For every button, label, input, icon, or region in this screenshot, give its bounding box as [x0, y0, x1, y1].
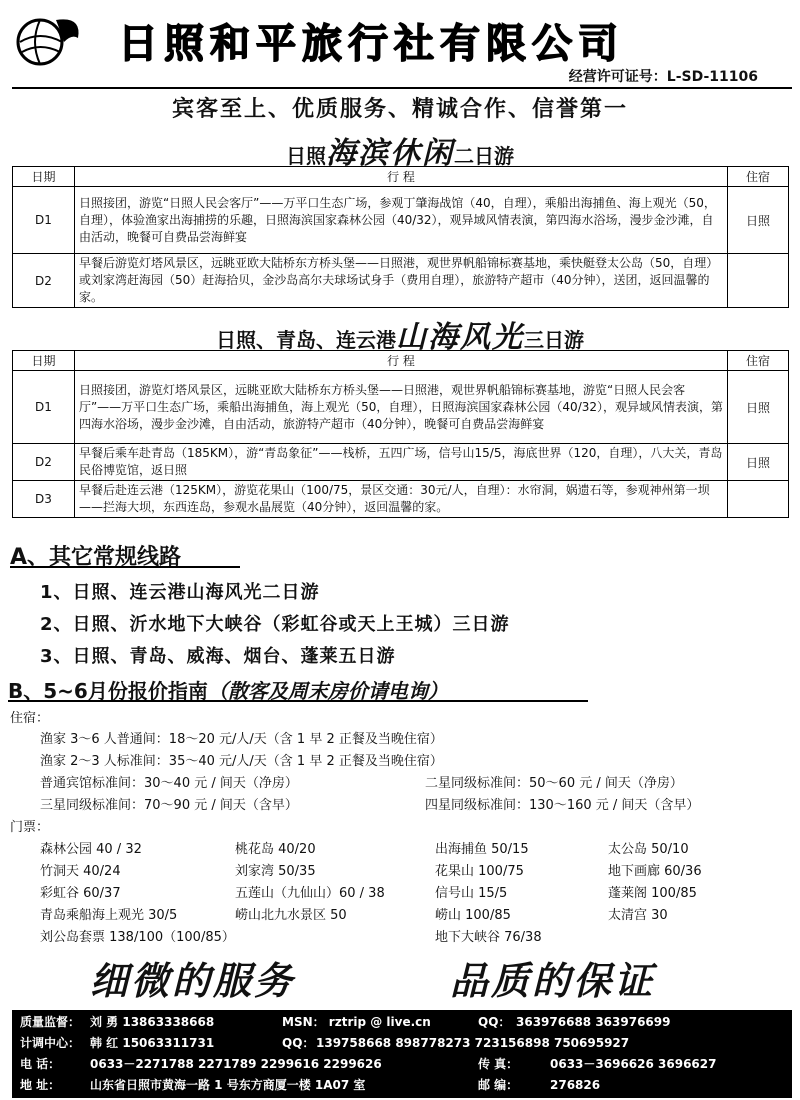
qq2-label: QQ： — [282, 1036, 315, 1050]
ticket-item: 彩虹谷 60/37 — [40, 886, 121, 901]
ticket-item: 森林公园 40 / 32 — [40, 842, 142, 857]
itinerary-cell: 早餐后游览灯塔风景区，远眺亚欧大陆桥东方桥头堡——日照港，观世界帆船锦标赛基地，乘快艇登太公岛（50，自理）或刘家湾赶海园（50）赶海拾贝，金沙岛高尔夫球场试身手（费用自理），旅游特产超市（40分钟），送团，返回温馨的家。 — [74, 254, 727, 308]
table-row — [13, 444, 789, 481]
table-row — [13, 481, 789, 518]
ticket-item: 地下大峡谷 76/38 — [435, 930, 542, 945]
qq1-value: 363976688 363976699 — [516, 1015, 671, 1029]
ticket-item: 蓬莱阁 100/85 — [608, 886, 697, 901]
section-b-heading: B、5~6月份报价指南 — [8, 679, 208, 703]
day-cell: D3 — [13, 481, 75, 518]
divider — [8, 700, 588, 702]
motto-left: 细微的服务 — [90, 959, 296, 1003]
footer-row — [20, 1075, 790, 1095]
phone-label: 电 话： — [20, 1057, 61, 1071]
ticket-item: 出海捕鱼 50/15 — [435, 842, 529, 857]
divider — [10, 566, 240, 568]
fax-label: 传 真： — [478, 1057, 519, 1071]
ticket-item: 太公岛 50/10 — [608, 842, 689, 857]
supervisor-label: 质量监督： — [20, 1015, 81, 1029]
tour1-title-post: 二日游 — [454, 144, 514, 168]
lodging-item: 普通宾馆标准间：30～40 元 / 间天（净房） — [40, 776, 298, 791]
lodging-item: 二星同级标准间：50～60 元 / 间天（净房） — [425, 776, 683, 791]
route-item: 2、日照、沂水地下大峡谷（彩虹谷或天上王城）三日游 — [40, 614, 510, 635]
lodging-item: 渔家 3～6 人普通间：18～20 元/人/天（含 1 早 2 正餐及当晚住宿） — [40, 732, 443, 747]
header — [0, 0, 800, 90]
ticket-item: 桃花岛 40/20 — [235, 842, 316, 857]
qq1-label: QQ： — [478, 1015, 511, 1029]
qq2-value: 139758668 898778273 723156898 750695927 — [316, 1036, 630, 1050]
globe-logo-icon — [12, 12, 84, 68]
ticket-item: 刘公岛套票 138/100（100/85） — [40, 930, 235, 945]
tour2-title-big: 山海风光 — [396, 320, 524, 355]
itinerary-cell: 日照接团，游览灯塔风景区，远眺亚欧大陆桥东方桥头堡——日照港，观世界帆船锦标赛基地，游览“日照人民会客厅”——万平口生态广场，乘船出海捕鱼，海上观光（50，自理），日照海滨国家森林公园（40/32），观异域风情表演，第四海水浴场，漫步金沙滩，自由活动，旅游特产超市（40分钟），晚餐可自费品尝海鲜宴 — [74, 371, 727, 444]
stay-cell: 日照 — [728, 371, 789, 444]
tickets-label: 门票： — [10, 820, 50, 835]
header-date: 日期 — [13, 351, 75, 371]
dispatch-value: 韩 红 15063311731 — [90, 1036, 215, 1050]
slogan: 宾客至上、优质服务、精诚合作、信誉第一 — [171, 97, 628, 122]
footer-row — [20, 1012, 790, 1032]
tour2-title-post: 三日游 — [524, 328, 584, 352]
fax-value: 0633－3696626 3696627 — [550, 1057, 717, 1071]
divider — [12, 87, 792, 89]
footer-row — [20, 1033, 790, 1053]
ticket-item: 青岛乘船海上观光 30/5 — [40, 908, 178, 923]
contact-footer — [12, 1010, 792, 1098]
table-header-row — [13, 351, 789, 371]
header-stay: 住宿 — [728, 351, 789, 371]
section-a-title: A、其它常规线路 — [10, 545, 182, 570]
phone-value: 0633－2271788 2271789 2299616 2299626 — [90, 1057, 382, 1071]
section-b-note: （散客及周末房价请电询） — [207, 679, 448, 703]
itinerary-cell: 日照接团，游览“日照人民会客厅”——万平口生态广场，参观丁肇海战馆（40，自理），乘船出海捕鱼、海上观光（50，自理），体验渔家出海捕捞的乐趣，日照海滨国家森林公园（40/32），观异域风情表演，第四海水浴场，漫步金沙滩，自由活动，晚餐可自费品尝海鲜宴 — [74, 187, 727, 254]
motto-right: 品质的保证 — [450, 959, 656, 1003]
ticket-item: 崂山北九水景区 50 — [235, 908, 347, 923]
itinerary-cell: 早餐后赴连云港（125KM），游览花果山（100/75，景区交通：30元/人，自理）：水帘洞，娲遗石等，参观神州第一坝——拦海大坝，东西连岛，参观水晶展览（40分钟），返回温馨的家。 — [74, 481, 727, 518]
tour1-title-big: 海滨休闲 — [326, 136, 454, 171]
lodging-item: 渔家 2～3 人标准间：35～40 元/人/天（含 1 早 2 正餐及当晚住宿） — [40, 754, 443, 769]
ticket-item: 信号山 15/5 — [435, 886, 508, 901]
stay-cell — [728, 481, 789, 518]
table-row — [13, 371, 789, 444]
address-label: 地 址： — [20, 1078, 61, 1092]
header-itinerary: 行 程 — [74, 351, 727, 371]
table-row — [13, 187, 789, 254]
ticket-item: 刘家湾 50/35 — [235, 864, 316, 879]
itinerary-cell: 早餐后乘车赴青岛（185KM），游“青岛象征”——栈桥，五四广场，信号山15/5，海底世界（120，自理），八大关，青岛民俗博览馆，返日照 — [74, 444, 727, 481]
route-item: 3、日照、青岛、威海、烟台、蓬莱五日游 — [40, 646, 396, 667]
day-cell: D1 — [13, 187, 75, 254]
ticket-item: 竹洞天 40/24 — [40, 864, 121, 879]
tour1-title-pre: 日照 — [286, 144, 326, 168]
stay-cell: 日照 — [728, 187, 789, 254]
lodging-item: 三星同级标准间：70～90 元 / 间天（含早） — [40, 798, 298, 813]
day-cell: D1 — [13, 371, 75, 444]
table-header-row — [13, 167, 789, 187]
stay-cell — [728, 254, 789, 308]
footer-row — [20, 1054, 790, 1074]
msn-value: MSN： rztrip @ live.cn — [282, 1015, 431, 1029]
ticket-item: 太清宫 30 — [608, 908, 668, 923]
address-value: 山东省日照市黄海一路 1 号东方商厦一楼 1A07 室 — [90, 1078, 366, 1092]
ticket-item: 五莲山（九仙山）60 / 38 — [235, 886, 385, 901]
stay-cell: 日照 — [728, 444, 789, 481]
ticket-item: 地下画廊 60/36 — [608, 864, 702, 879]
tour2-title-pre: 日照、青岛、连云港 — [216, 328, 396, 352]
ticket-item: 花果山 100/75 — [435, 864, 524, 879]
postcode-label: 邮 编： — [478, 1078, 519, 1092]
header-date: 日期 — [13, 167, 75, 187]
tour2-itinerary-table — [12, 350, 789, 518]
supervisor-value: 刘 勇 13863338668 — [90, 1015, 215, 1029]
postcode-value: 276826 — [550, 1078, 601, 1092]
tour1-itinerary-table — [12, 166, 789, 308]
company-name: 日照和平旅行社有限公司 — [118, 21, 624, 67]
header-itinerary: 行 程 — [74, 167, 727, 187]
license-number: 经营许可证号：L-SD-11106 — [568, 69, 758, 85]
day-cell: D2 — [13, 254, 75, 308]
lodging-item: 四星同级标准间：130～160 元 / 间天（含早） — [425, 798, 700, 813]
header-stay: 住宿 — [728, 167, 789, 187]
day-cell: D2 — [13, 444, 75, 481]
route-item: 1、日照、连云港山海风光二日游 — [40, 582, 320, 603]
dispatch-label: 计调中心： — [20, 1036, 81, 1050]
lodging-label: 住宿： — [10, 711, 50, 726]
ticket-item: 崂山 100/85 — [435, 908, 511, 923]
table-row — [13, 254, 789, 308]
